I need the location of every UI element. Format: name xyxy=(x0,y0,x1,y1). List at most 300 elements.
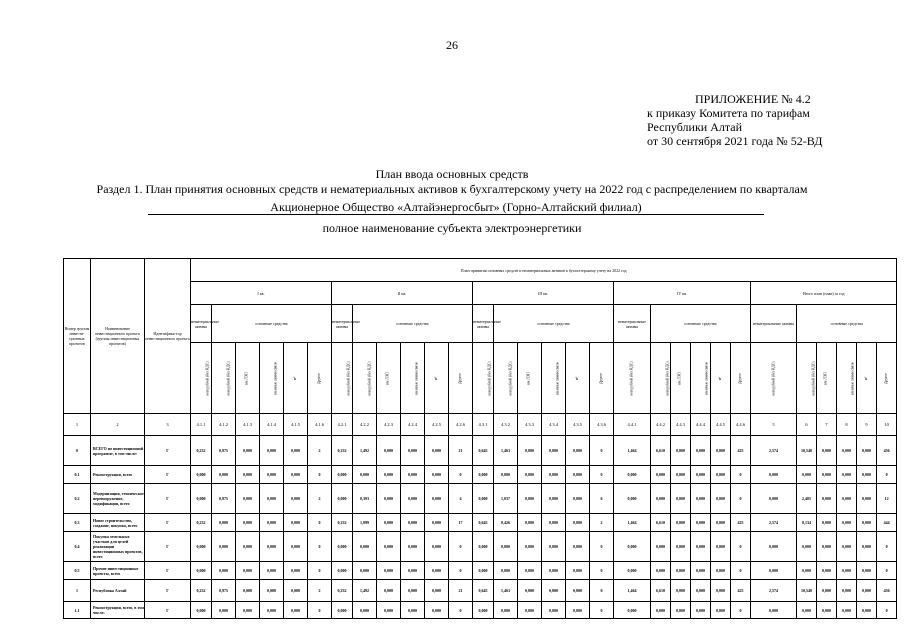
unit-subheader-label: км ЛЭП xyxy=(526,371,531,385)
quarter-1-header: I кв. xyxy=(191,282,332,305)
table-cell: 0,000 xyxy=(518,466,542,484)
unit-subheader xyxy=(284,343,308,414)
table-cell: 10,540 xyxy=(797,580,817,602)
table-cell: 0,000 xyxy=(353,562,377,580)
table-cell: 0,000 xyxy=(284,466,308,484)
column-number: 4.3.3 xyxy=(518,414,542,436)
column-number: 4.1.4 xyxy=(260,414,284,436)
table-cell: 0,000 xyxy=(857,580,877,602)
table-cell: 0,000 xyxy=(857,562,877,580)
table-row xyxy=(64,532,897,562)
row-group-no: 1.1 xyxy=(64,602,91,619)
appendix-title: ПРИЛОЖЕНИЕ № 4.2 xyxy=(695,92,811,106)
table-cell: 0,000 xyxy=(260,514,284,532)
table-cell: 0,000 xyxy=(671,436,691,466)
table-cell: 0,000 xyxy=(260,580,284,602)
table-cell: 456 xyxy=(877,580,897,602)
unit-subheader-label: млн рублей (без НДС) xyxy=(665,361,670,395)
unit-subheader xyxy=(236,343,260,414)
unit-subheader-label: Другое xyxy=(884,372,889,384)
row-project-id: Г xyxy=(145,532,191,562)
table-cell: 0,000 xyxy=(857,514,877,532)
table-cell: 0,000 xyxy=(260,562,284,580)
table-cell: 0,000 xyxy=(518,514,542,532)
column-number: 4.2.5 xyxy=(425,414,449,436)
table-cell: 0,000 xyxy=(191,466,212,484)
table-cell: 0,000 xyxy=(284,602,308,619)
table-cell: 0,000 xyxy=(191,532,212,562)
table-cell: 0 xyxy=(308,466,332,484)
table-cell: 0,000 xyxy=(377,436,401,466)
quarter-2-header: II кв. xyxy=(332,282,473,305)
table-cell: 0,000 xyxy=(837,514,857,532)
table-cell: 0 xyxy=(877,532,897,562)
table-cell: 6,610 xyxy=(651,514,671,532)
table-cell: 0,000 xyxy=(857,602,877,619)
unit-subheader-label: км иные линии связи xyxy=(704,361,709,395)
table-cell: 0,000 xyxy=(614,532,651,562)
table-cell: 0,000 xyxy=(401,580,425,602)
table-cell: 0,000 xyxy=(566,562,590,580)
table-cell: 0,000 xyxy=(401,436,425,466)
table-cell: 0,000 xyxy=(332,562,353,580)
table-cell: 0,000 xyxy=(212,514,236,532)
table-cell: 0 xyxy=(590,436,614,466)
table-cell: 0 xyxy=(877,602,897,619)
table-cell: 0,000 xyxy=(711,466,731,484)
quarter-3-header: III кв. xyxy=(473,282,614,305)
table-cell: 0,000 xyxy=(518,484,542,514)
column-number: 1 xyxy=(64,414,91,436)
table-cell: 2,405 xyxy=(797,484,817,514)
section-title: Раздел 1. План принятия основных средств и нематериальных активов к бухгалтерскому учету на 2022 год с распределением по кварталам xyxy=(96,182,808,196)
unit-subheader-label: м² xyxy=(433,376,438,380)
row-project-name: Новое строительство, создание, покупка, всего xyxy=(91,514,145,532)
table-cell: 0,000 xyxy=(401,466,425,484)
table-cell: 0,000 xyxy=(377,532,401,562)
table-cell: 0,000 xyxy=(332,532,353,562)
table-cell: 0,000 xyxy=(542,484,566,514)
table-cell: 0,000 xyxy=(711,484,731,514)
total-header: Итого план (план) за год xyxy=(751,282,897,305)
table-cell: 0 xyxy=(731,602,751,619)
unit-subheader xyxy=(590,343,614,414)
table-cell: 2 xyxy=(308,436,332,466)
table-cell: 0,000 xyxy=(377,514,401,532)
table-cell: 0,000 xyxy=(260,466,284,484)
table-cell: 0,393 xyxy=(353,484,377,514)
table-cell: 0,000 xyxy=(817,602,837,619)
table-cell: 0,000 xyxy=(817,466,837,484)
table-cell: 0,000 xyxy=(377,602,401,619)
table-row xyxy=(64,514,897,532)
table-cell: 0,000 xyxy=(751,466,797,484)
column-number: 4.1.6 xyxy=(308,414,332,436)
row-group-no: 0.4 xyxy=(64,532,91,562)
table-row xyxy=(64,602,897,619)
table-cell: 0,000 xyxy=(518,436,542,466)
table-cell: 0,000 xyxy=(837,532,857,562)
unit-subheader-label: км ЛЭП xyxy=(385,371,390,385)
table-row xyxy=(64,580,897,602)
row-group-no: 0.5 xyxy=(64,562,91,580)
table-cell: 456 xyxy=(877,436,897,466)
table-cell: 0,645 xyxy=(473,580,494,602)
table-cell: 0,000 xyxy=(651,602,671,619)
column-number: 4.3.1 xyxy=(473,414,494,436)
column-number: 6 xyxy=(797,414,817,436)
fixed-assets-header: основные средства xyxy=(651,305,751,343)
table-cell: 2,574 xyxy=(751,580,797,602)
table-cell: 0,000 xyxy=(797,602,817,619)
table-cell: 0,000 xyxy=(518,532,542,562)
table-cell: 0,000 xyxy=(817,484,837,514)
table-cell: 0,000 xyxy=(236,580,260,602)
row-project-name: Прочие инвестиционные проекты, всего xyxy=(91,562,145,580)
column-number: 4.3.4 xyxy=(542,414,566,436)
table-cell: 0,975 xyxy=(212,580,236,602)
table-cell: 0,000 xyxy=(837,436,857,466)
table-cell: 0,000 xyxy=(671,466,691,484)
table-cell: 0,000 xyxy=(425,484,449,514)
row-project-name: Модернизация, техническое перевооружение, модификация, всего xyxy=(91,484,145,514)
table-cell: 0,000 xyxy=(566,514,590,532)
table-cell: 0 xyxy=(449,466,473,484)
table-cell: 0,000 xyxy=(212,602,236,619)
column-number: 4.3.6 xyxy=(590,414,614,436)
unit-subheader-label: м² xyxy=(717,376,722,380)
unit-subheader xyxy=(212,343,236,414)
unit-subheader-label: млн рублей (без НДС) xyxy=(770,361,775,395)
table-cell: 0,000 xyxy=(473,484,494,514)
unit-subheader xyxy=(401,343,425,414)
table-cell: 0,000 xyxy=(691,484,711,514)
column-number: 4.1.5 xyxy=(284,414,308,436)
column-number: 4.1.1 xyxy=(191,414,212,436)
table-cell: 1,037 xyxy=(494,484,518,514)
table-cell: 0,000 xyxy=(284,580,308,602)
table-cell: 0,000 xyxy=(284,562,308,580)
column-number: 2 xyxy=(91,414,145,436)
table-cell: 0,000 xyxy=(353,466,377,484)
table-cell: 0,000 xyxy=(837,580,857,602)
investment-plan-table xyxy=(63,258,897,619)
fixed-assets-header: основные средства xyxy=(797,305,897,343)
unit-subheader xyxy=(797,343,817,414)
table-cell: 0,000 xyxy=(691,436,711,466)
table-cell: 0,000 xyxy=(236,436,260,466)
row-project-name: Реконструкция, всего xyxy=(91,466,145,484)
table-cell: 0,426 xyxy=(494,514,518,532)
table-cell: 0,000 xyxy=(614,484,651,514)
table-cell: 0,000 xyxy=(691,466,711,484)
appendix-line: от 30 сентября 2021 года № 52-ВД xyxy=(647,134,823,148)
table-cell: 0,232 xyxy=(332,580,353,602)
unit-subheader xyxy=(711,343,731,414)
intangible-assets-header: нематериальные активы xyxy=(332,305,353,343)
unit-subheader xyxy=(494,343,518,414)
table-cell: 6,610 xyxy=(651,580,671,602)
col-project-name: Наименование инвестиционного проекта (группы инвестиционных проектов) xyxy=(91,259,145,414)
table-cell: 2 xyxy=(308,580,332,602)
table-cell: 0,000 xyxy=(817,562,837,580)
table-cell: 0,000 xyxy=(191,484,212,514)
table-cell: 0 xyxy=(590,532,614,562)
table-cell: 0,000 xyxy=(837,562,857,580)
table-cell: 0,000 xyxy=(542,602,566,619)
table-cell: 0,232 xyxy=(332,436,353,466)
table-row xyxy=(64,562,897,580)
unit-subheader-label: млн рублей (без НДС) xyxy=(508,361,513,395)
table-cell: 0 xyxy=(731,562,751,580)
table-cell: 0,000 xyxy=(711,580,731,602)
table-cell: 0,000 xyxy=(236,514,260,532)
table-cell: 0,000 xyxy=(711,602,731,619)
table-cell: 0,000 xyxy=(473,562,494,580)
unit-subheader xyxy=(837,343,857,414)
table-cell: 0,645 xyxy=(473,436,494,466)
table-cell: 0,000 xyxy=(332,602,353,619)
table-cell: 425 xyxy=(731,580,751,602)
table-cell: 0 xyxy=(308,514,332,532)
table-cell: 10,540 xyxy=(797,436,817,466)
table-cell: 0,000 xyxy=(566,466,590,484)
table-cell: 0,000 xyxy=(494,532,518,562)
unit-subheader xyxy=(542,343,566,414)
table-cell: 0,000 xyxy=(284,532,308,562)
organization-caption: полное наименование субъекта электроэнергетики xyxy=(322,221,582,235)
table-cell: 0,000 xyxy=(691,562,711,580)
column-number: 3 xyxy=(145,414,191,436)
row-project-id: Г xyxy=(145,466,191,484)
table-cell: 0 xyxy=(731,532,751,562)
quarter-4-header: IV кв. xyxy=(614,282,751,305)
table-cell: 0,000 xyxy=(837,466,857,484)
unit-subheader xyxy=(671,343,691,414)
column-number: 4.2.2 xyxy=(353,414,377,436)
table-cell: 0,000 xyxy=(518,602,542,619)
table-cell: 0,000 xyxy=(671,484,691,514)
intangible-assets-header: нематериальные активы xyxy=(614,305,651,343)
table-cell: 0,000 xyxy=(401,532,425,562)
row-project-name: Республика Алтай xyxy=(91,580,145,602)
row-group-no: 1 xyxy=(64,580,91,602)
table-cell: 1,464 xyxy=(614,514,651,532)
table-cell: 0,000 xyxy=(711,532,731,562)
table-cell: 0 xyxy=(308,602,332,619)
row-group-no: 0 xyxy=(64,436,91,466)
table-cell: 1,492 xyxy=(353,580,377,602)
table-cell: 0,000 xyxy=(212,532,236,562)
column-number: 4.2.6 xyxy=(449,414,473,436)
table-cell: 0,000 xyxy=(857,436,877,466)
row-group-no: 0.1 xyxy=(64,466,91,484)
unit-subheader xyxy=(614,343,651,414)
table-cell: 0,000 xyxy=(691,514,711,532)
table-cell: 0,000 xyxy=(212,562,236,580)
table-cell: 0,000 xyxy=(542,580,566,602)
table-cell: 0,000 xyxy=(691,602,711,619)
column-number: 4.3.2 xyxy=(494,414,518,436)
table-cell: 0,000 xyxy=(212,466,236,484)
table-cell: 6 xyxy=(590,484,614,514)
table-cell: 6,610 xyxy=(651,436,671,466)
table-cell: 0,000 xyxy=(401,484,425,514)
table-cell: 0,000 xyxy=(191,562,212,580)
table-cell: 0,000 xyxy=(260,602,284,619)
table-cell: 0,000 xyxy=(797,532,817,562)
col-group-no: Номер группы инвести-ционных проектов xyxy=(64,259,91,414)
unit-subheader-label: млн рублей (без НДС) xyxy=(205,361,210,395)
unit-subheader-label: млн рублей (без НДС) xyxy=(629,361,634,395)
table-cell: 0,000 xyxy=(260,532,284,562)
table-cell: 0,000 xyxy=(817,532,837,562)
table-cell: 0,000 xyxy=(542,562,566,580)
column-number: 4.3.5 xyxy=(566,414,590,436)
table-cell: 0,000 xyxy=(284,484,308,514)
table-cell: 0 xyxy=(590,562,614,580)
table-cell: 444 xyxy=(877,514,897,532)
table-cell: 0,000 xyxy=(837,602,857,619)
table-cell: 0,000 xyxy=(671,514,691,532)
table-cell: 0,000 xyxy=(494,466,518,484)
table-cell: 0,000 xyxy=(401,602,425,619)
table-cell: 0,000 xyxy=(377,466,401,484)
table-cell: 0,232 xyxy=(191,436,212,466)
table-cell: 0,000 xyxy=(401,514,425,532)
table-cell: 0,000 xyxy=(691,580,711,602)
table-cell: 0,000 xyxy=(425,514,449,532)
unit-subheader xyxy=(731,343,751,414)
table-cell: 0 xyxy=(731,466,751,484)
table-row xyxy=(64,466,897,484)
table-cell: 0,975 xyxy=(212,436,236,466)
table-cell: 0,000 xyxy=(473,532,494,562)
column-number: 10 xyxy=(877,414,897,436)
table-cell: 1,464 xyxy=(614,580,651,602)
table-cell: 0,000 xyxy=(401,562,425,580)
table-cell: 0,000 xyxy=(191,602,212,619)
unit-subheader-label: км иные линии связи xyxy=(414,361,419,395)
table-cell: 0,000 xyxy=(566,436,590,466)
row-project-id: Г xyxy=(145,562,191,580)
table-cell: 0,000 xyxy=(614,466,651,484)
table-cell: 425 xyxy=(731,514,751,532)
table-row xyxy=(64,484,897,514)
unit-subheader xyxy=(877,343,897,414)
table-cell: 0,000 xyxy=(651,484,671,514)
table-cell: 0,000 xyxy=(614,562,651,580)
unit-subheader xyxy=(473,343,494,414)
unit-subheader xyxy=(817,343,837,414)
table-cell: 0,000 xyxy=(332,466,353,484)
table-cell: 0,000 xyxy=(817,580,837,602)
column-number: 4.1.3 xyxy=(236,414,260,436)
row-project-name: ВСЕГО по инвестиционной программе, в том числе: xyxy=(91,436,145,466)
unit-subheader xyxy=(651,343,671,414)
table-cell: 0,000 xyxy=(671,602,691,619)
table-cell: 0,000 xyxy=(284,436,308,466)
table-cell: 0,000 xyxy=(425,466,449,484)
row-project-name: Покупка земельных участков для целей реализации инвестиционных проектов, всего xyxy=(91,532,145,562)
table-cell: 425 xyxy=(731,436,751,466)
table-cell: 0 xyxy=(590,602,614,619)
table-cell: 0,000 xyxy=(817,436,837,466)
table-cell: 0,000 xyxy=(236,602,260,619)
unit-subheader-label: Другое xyxy=(316,372,321,384)
table-cell: 0 xyxy=(449,562,473,580)
unit-subheader-label: км ЛЭП xyxy=(677,371,682,385)
column-number: 5 xyxy=(751,414,797,436)
table-cell: 0,000 xyxy=(711,436,731,466)
unit-subheader-label: км иные линии связи xyxy=(273,361,278,395)
row-project-name: Реконструкция, всего, в том числе: xyxy=(91,602,145,619)
table-cell: 0,000 xyxy=(494,562,518,580)
fixed-assets-header: основные средства xyxy=(494,305,614,343)
table-cell: 0,000 xyxy=(751,532,797,562)
table-cell: 0,000 xyxy=(542,532,566,562)
table-cell: 1,463 xyxy=(494,580,518,602)
table-cell: 21 xyxy=(449,436,473,466)
table-cell: 4 xyxy=(449,484,473,514)
table-cell: 0,000 xyxy=(542,466,566,484)
table-cell: 0 xyxy=(449,602,473,619)
table-cell: 0,000 xyxy=(857,532,877,562)
appendix-block xyxy=(647,92,822,148)
unit-subheader xyxy=(332,343,353,414)
table-cell: 0,000 xyxy=(857,466,877,484)
table-cell: 0,975 xyxy=(212,484,236,514)
unit-subheader xyxy=(377,343,401,414)
unit-subheader-label: км ЛЭП xyxy=(244,371,249,385)
table-cell: 0,000 xyxy=(473,602,494,619)
table-cell: 0,000 xyxy=(711,562,731,580)
column-number: 9 xyxy=(857,414,877,436)
table-cell: 0,000 xyxy=(542,436,566,466)
plan-header: План принятия основных средств и нематериальных активов к бухгалтерскому учету на 2022 год xyxy=(191,259,897,282)
table-cell: 21 xyxy=(449,580,473,602)
table-cell: 0,000 xyxy=(711,514,731,532)
table-cell: 0,000 xyxy=(425,602,449,619)
table-cell: 0,000 xyxy=(236,484,260,514)
intangible-assets-header: нематериальные активы xyxy=(751,305,797,343)
table-cell: 0,000 xyxy=(353,532,377,562)
table-cell: 0,000 xyxy=(566,580,590,602)
fixed-assets-header: основные средства xyxy=(353,305,473,343)
unit-subheader-label: м² xyxy=(574,376,579,380)
table-cell: 0,000 xyxy=(260,436,284,466)
table-cell: 0,000 xyxy=(236,532,260,562)
table-cell: 0,000 xyxy=(425,436,449,466)
table-cell: 0,000 xyxy=(425,532,449,562)
table-cell: 0,000 xyxy=(751,484,797,514)
table-cell: 0,000 xyxy=(377,484,401,514)
table-cell: 0,000 xyxy=(751,562,797,580)
unit-subheader xyxy=(691,343,711,414)
unit-subheader-label: млн рублей (без НДС) xyxy=(487,361,492,395)
table-cell: 0,000 xyxy=(817,514,837,532)
table-cell: 17 xyxy=(449,514,473,532)
column-number: 4.4.4 xyxy=(691,414,711,436)
table-cell: 0 xyxy=(449,532,473,562)
row-project-id: Г xyxy=(145,484,191,514)
row-project-id: Г xyxy=(145,580,191,602)
unit-subheader-label: км иные линии связи xyxy=(850,361,855,395)
table-cell: 0,000 xyxy=(691,532,711,562)
table-cell: 0,000 xyxy=(518,562,542,580)
table-cell: 1,463 xyxy=(494,436,518,466)
row-group-no: 0.2 xyxy=(64,484,91,514)
